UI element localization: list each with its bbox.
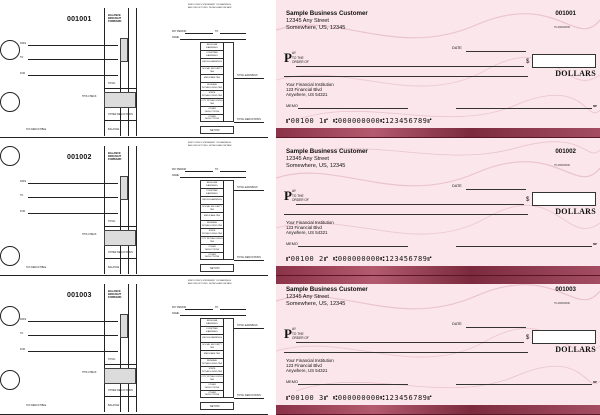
total-label: TOTAL: [108, 82, 116, 85]
this-check-box: [104, 368, 136, 384]
voucher-heading: AND DEDUCTIONS. DETACH AND RETAIN: [188, 283, 232, 285]
pay-period-label: PAY PERIOD: [172, 30, 187, 33]
total-deductions-label: TOTAL DEDUCTIONS: [237, 118, 261, 121]
pay-label: AY: [292, 51, 297, 55]
voucher-heading: EMPLOYEE'S STATEMENT OF EARNINGS: [188, 280, 232, 282]
bank-name: Your Financial Institution: [286, 220, 334, 225]
date-label: DATE: [20, 318, 27, 321]
dollar-sign: $: [526, 335, 530, 341]
deductions-table: REGULAR EARNINGS OVERTIME EARNINGS GROSS EARNINGS SOCIAL SECURITY TAX MEDICARE TAX FEDERAL WITHHOLDING TAX STATE WITHHOLDING TAX CITY WITHHOLDING TAX OTHER DEDUCTIONS OTHER DEDUCTIONS: [200, 180, 234, 260]
net-pay-label: NET PAY: [210, 129, 220, 132]
voucher-heading: AND DEDUCTIONS. DETACH AND RETAIN: [188, 145, 232, 147]
perforation-gap: [268, 0, 276, 415]
balance-label: BALANCE: [108, 404, 120, 407]
routing-fraction: 76-0000/0000: [553, 26, 570, 29]
other-deductions-label: OTHER DEDUCTIONS: [108, 113, 133, 116]
date-line: [466, 51, 526, 52]
pay-period-label: PAY PERIOD: [172, 168, 187, 171]
micr-line: ⑈00100 1⑈ ⑆000000000⑆123456789⑈: [286, 117, 433, 125]
customer-address-2: Somewhere, US, 12345: [286, 163, 346, 169]
tax-deductible-label: TAX DEDUCTIBLE: [26, 266, 47, 269]
bank-address-2: Anywhere, US 54321: [286, 368, 328, 373]
other-deductions-label: OTHER DEDUCTIONS: [108, 389, 133, 392]
name-label: NAME: [172, 36, 179, 39]
pay-label: AY: [292, 189, 297, 193]
punch-hole: [0, 92, 20, 112]
punch-hole: [0, 40, 20, 60]
customer-address-1: 12345 Any Street: [286, 294, 329, 300]
date-line: [466, 327, 526, 328]
customer-name: Sample Business Customer: [286, 10, 368, 17]
deductions-table: REGULAR EARNINGS OVERTIME EARNINGS GROSS EARNINGS SOCIAL SECURITY TAX MEDICARE TAX FEDERAL WITHHOLDING TAX STATE WITHHOLDING TAX CITY WITHHOLDING TAX OTHER DEDUCTIONS OTHER DEDUCTIONS: [200, 318, 234, 398]
pay-letter: P: [284, 188, 292, 203]
signature-line: [456, 108, 592, 109]
total-label: TOTAL: [108, 220, 116, 223]
net-pay-label: NET PAY: [210, 267, 220, 270]
this-check-box: [104, 92, 136, 108]
name-label: NAME: [172, 312, 179, 315]
for-label: FOR: [20, 210, 26, 213]
bank-address-1: 123 Financial Blvd: [286, 87, 322, 92]
check-band: [276, 405, 600, 415]
dollars-label: DOLLARS: [555, 207, 596, 216]
punch-hole: [0, 246, 20, 266]
dollars-label: DOLLARS: [555, 345, 596, 354]
punch-hole: [0, 146, 20, 166]
stub-check-number: 001001: [67, 16, 92, 23]
mp-security-mark: MP: [593, 381, 597, 384]
routing-fraction: 76-0000/0000: [553, 164, 570, 167]
amount-box: [532, 330, 596, 344]
for-label: FOR: [20, 348, 26, 351]
signature-line: [456, 246, 592, 247]
customer-address-1: 12345 Any Street: [286, 18, 329, 24]
order-of-label: ORDER OF: [292, 198, 309, 202]
pay-period-label: PAY PERIOD: [172, 306, 187, 309]
mp-security-mark: MP: [593, 105, 597, 108]
balance-label: BALANCE: [108, 266, 120, 269]
bank-address-2: Anywhere, US 54321: [286, 92, 328, 97]
stub-amount-box: [120, 314, 128, 338]
to-label: TO: [20, 332, 24, 335]
bank-address-1: 123 Financial Blvd: [286, 225, 322, 230]
micr-line: ⑈00100 3⑈ ⑆000000000⑆123456789⑈: [286, 394, 433, 402]
total-label: TOTAL: [108, 358, 116, 361]
earnings-voucher-1: [160, 0, 268, 138]
mp-security-mark: MP: [593, 243, 597, 246]
date-line: [466, 189, 526, 190]
memo-line: [298, 384, 408, 385]
this-check-label: THIS CHECK: [82, 95, 97, 98]
to-label: TO: [20, 56, 24, 59]
pay-letter: P: [284, 326, 292, 341]
to-label: TO: [20, 194, 24, 197]
check-band: [276, 266, 600, 276]
net-pay-label: NET PAY: [210, 405, 220, 408]
memo-line: [298, 108, 408, 109]
stub-check-number: 001002: [67, 154, 92, 161]
date-label: DATE: [20, 180, 27, 183]
check-2: [276, 138, 600, 276]
balance-label: BALANCE: [108, 128, 120, 131]
earnings-voucher-3: [160, 276, 268, 415]
stub-amount-box: [120, 38, 128, 62]
order-of-label: ORDER OF: [292, 60, 309, 64]
customer-name: Sample Business Customer: [286, 286, 368, 293]
check-band: [276, 276, 600, 284]
check-band: [276, 128, 600, 138]
total-earnings-label: TOTAL EARNINGS: [237, 186, 258, 189]
check-number: 001002: [555, 148, 576, 155]
amount-words-line: [284, 76, 528, 77]
customer-address-2: Somewhere, US, 12345: [286, 25, 346, 31]
pay-period-to-label: TO: [215, 306, 219, 309]
other-deductions-label: OTHER DEDUCTIONS: [108, 251, 133, 254]
this-check-label: THIS CHECK: [82, 233, 97, 236]
deductions-table: REGULAR EARNINGS OVERTIME EARNINGS GROSS EARNINGS SOCIAL SECURITY TAX MEDICARE TAX FEDERAL WITHHOLDING TAX STATE WITHHOLDING TAX CITY WITHHOLDING TAX OTHER DEDUCTIONS OTHER DEDUCTIONS: [200, 42, 234, 122]
dollar-sign: $: [526, 59, 530, 65]
date-label: DATE: [20, 42, 27, 45]
pay-period-to-label: TO: [215, 168, 219, 171]
amount-words-line: [284, 214, 528, 215]
punch-hole: [0, 370, 20, 390]
check-1: [276, 0, 600, 138]
signature-line: [456, 384, 592, 385]
customer-name: Sample Business Customer: [286, 148, 368, 155]
balance-brought-forward-label: BALANCE BROUGHT FORWARD: [108, 152, 122, 161]
bank-address-1: 123 Financial Blvd: [286, 363, 322, 368]
payee-line: [296, 342, 524, 343]
total-deductions-label: TOTAL DEDUCTIONS: [237, 256, 261, 259]
this-check-label: THIS CHECK: [82, 371, 97, 374]
dollars-label: DOLLARS: [555, 69, 596, 78]
payee-line: [296, 66, 524, 67]
voucher-heading: AND DEDUCTIONS. DETACH AND RETAIN: [188, 7, 232, 9]
punch-hole: [0, 306, 20, 326]
customer-address-1: 12345 Any Street: [286, 156, 329, 162]
bank-address-2: Anywhere, US 54321: [286, 230, 328, 235]
name-label: NAME: [172, 174, 179, 177]
amount-box: [532, 192, 596, 206]
bank-name: Your Financial Institution: [286, 82, 334, 87]
total-earnings-label: TOTAL EARNINGS: [237, 324, 258, 327]
to-the-label: TO THE: [292, 56, 304, 60]
to-the-label: TO THE: [292, 194, 304, 198]
customer-address-2: Somewhere, US, 12345: [286, 301, 346, 307]
total-earnings-label: TOTAL EARNINGS: [237, 74, 258, 77]
balance-brought-forward-label: BALANCE BROUGHT FORWARD: [108, 290, 122, 299]
tax-deductible-label: TAX DEDUCTIBLE: [26, 128, 47, 131]
pay-label: AY: [292, 327, 297, 331]
to-the-label: TO THE: [292, 332, 304, 336]
bank-name: Your Financial Institution: [286, 358, 334, 363]
date-label: DATE: [452, 322, 462, 326]
amount-box: [532, 54, 596, 68]
memo-line: [298, 246, 408, 247]
amount-words-line: [284, 352, 528, 353]
micr-line: ⑈00100 2⑈ ⑆000000000⑆123456789⑈: [286, 255, 433, 263]
voucher-heading: EMPLOYEE'S STATEMENT OF EARNINGS: [188, 4, 232, 6]
stub-check-number: 001003: [67, 292, 92, 299]
check-number: 001001: [555, 10, 576, 17]
pay-period-to-label: TO: [215, 30, 219, 33]
tax-deductible-label: TAX DEDUCTIBLE: [26, 404, 47, 407]
memo-label: MEMO: [286, 242, 298, 246]
earnings-voucher-2: [160, 138, 268, 276]
memo-label: MEMO: [286, 104, 298, 108]
memo-label: MEMO: [286, 380, 298, 384]
date-label: DATE: [452, 184, 462, 188]
routing-fraction: 76-0000/0000: [553, 302, 570, 305]
check-number: 001003: [555, 286, 576, 293]
this-check-box: [104, 230, 136, 246]
date-label: DATE: [452, 46, 462, 50]
stub-amount-box: [120, 176, 128, 200]
pay-letter: P: [284, 50, 292, 65]
total-deductions-label: TOTAL DEDUCTIONS: [237, 394, 261, 397]
voucher-heading: EMPLOYEE'S STATEMENT OF EARNINGS: [188, 142, 232, 144]
check-3: [276, 276, 600, 415]
order-of-label: ORDER OF: [292, 336, 309, 340]
payee-line: [296, 204, 524, 205]
balance-brought-forward-label: BALANCE BROUGHT FORWARD: [108, 14, 122, 23]
dollar-sign: $: [526, 197, 530, 203]
for-label: FOR: [20, 72, 26, 75]
